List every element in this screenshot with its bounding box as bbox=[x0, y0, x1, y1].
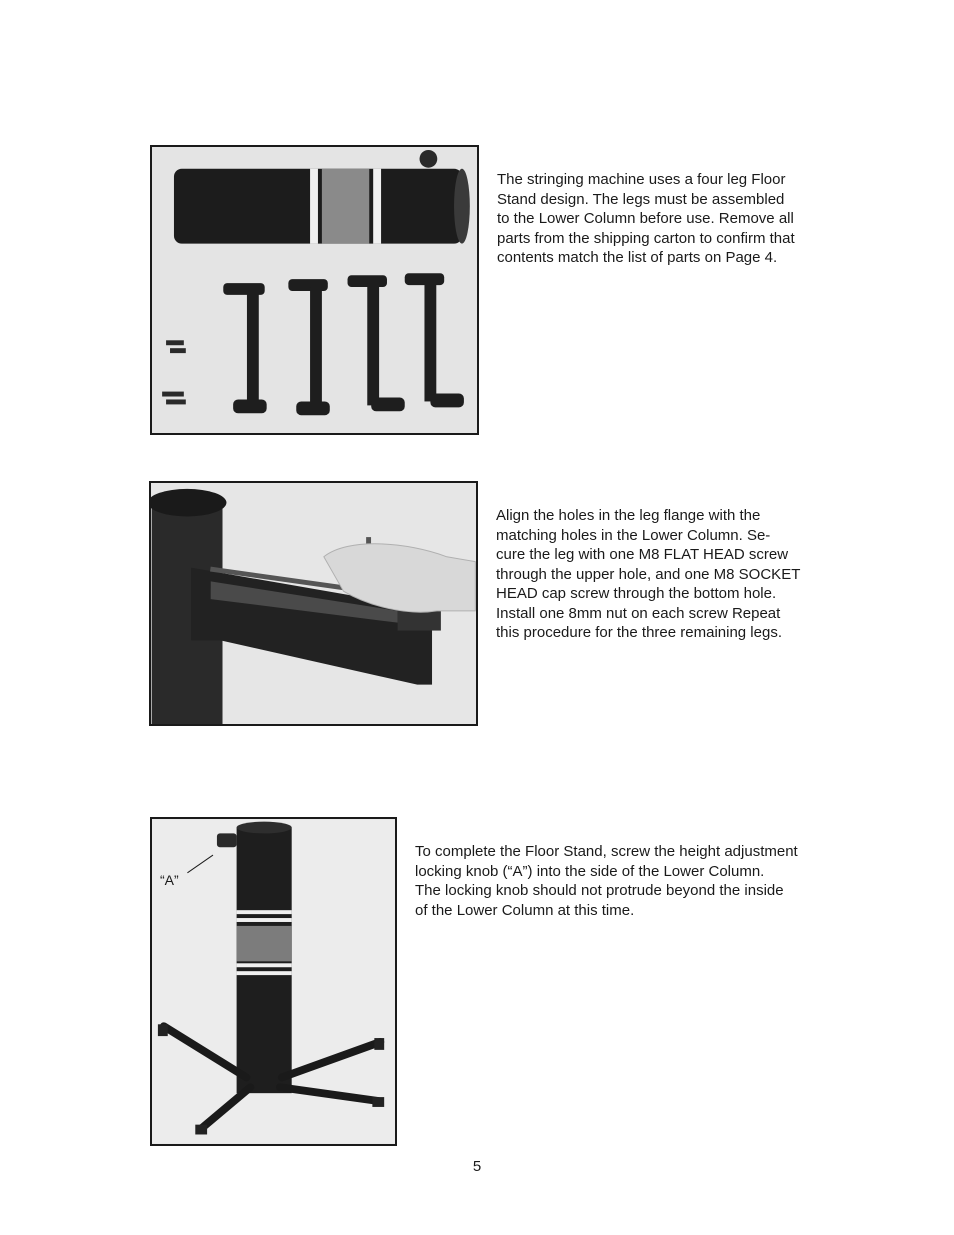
step3-line: The locking knob should not protrude beyond the inside bbox=[415, 882, 784, 899]
step2-line: through the upper hole, and one M8 SOCKET bbox=[496, 565, 801, 583]
page-number: 5 bbox=[472, 1158, 482, 1175]
floor-stand-illustration bbox=[152, 819, 395, 1144]
callout-a-label: “A” bbox=[160, 872, 179, 888]
step3-text bbox=[415, 842, 835, 920]
step3-line: of the Lower Column at this time. bbox=[415, 901, 635, 919]
step1-text bbox=[497, 170, 827, 268]
step2-line: matching holes in the Lower Column. Se- bbox=[496, 526, 771, 544]
parts-illustration bbox=[152, 147, 477, 433]
step1-line: parts from the shipping carton to confirm that bbox=[497, 229, 795, 247]
leg-attach-illustration bbox=[151, 483, 476, 724]
step2-line: HEAD cap screw through the bottom hole. bbox=[496, 585, 777, 602]
step1-line: to the Lower Column before use. Remove all bbox=[497, 210, 794, 227]
step3-line: To complete the Floor Stand, screw the height adjustment bbox=[415, 843, 798, 860]
step2-line: Align the holes in the leg flange with the bbox=[496, 507, 761, 524]
step2-text bbox=[496, 506, 826, 643]
step1-line: contents match the list of parts on Page 4. bbox=[497, 249, 778, 266]
photo-floor-stand bbox=[150, 817, 397, 1146]
photo-parts-layout bbox=[150, 145, 479, 435]
step2-line: this procedure for the three remaining legs. bbox=[496, 624, 782, 641]
step3-line: locking knob (“A”) into the side of the Lower Column. bbox=[415, 862, 765, 880]
step1-line: The stringing machine uses a four leg Floor bbox=[497, 171, 786, 188]
step2-line: Install one 8mm nut on each screw Repeat bbox=[496, 604, 781, 622]
step1-line: Stand design. The legs must be assembled bbox=[497, 190, 785, 208]
step2-line: cure the leg with one M8 FLAT HEAD screw bbox=[496, 546, 789, 563]
photo-leg-attach bbox=[149, 481, 478, 726]
